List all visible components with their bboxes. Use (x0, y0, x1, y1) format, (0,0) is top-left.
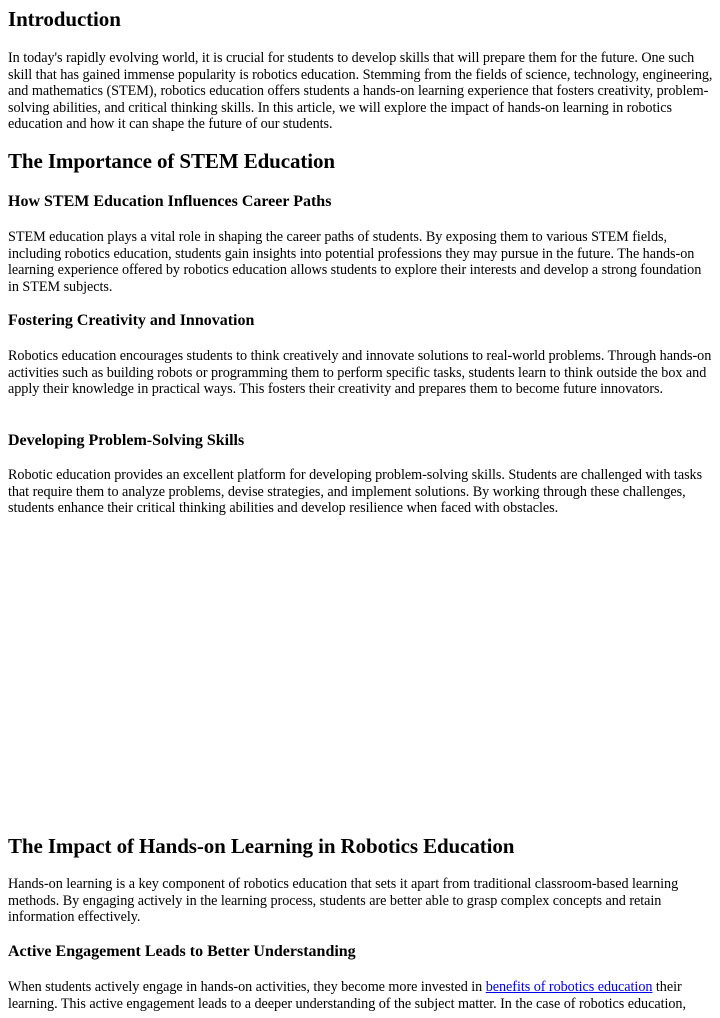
intro-heading: Introduction (8, 7, 121, 31)
intro-paragraph: In today's rapidly evolving world, it is crucial for students to develop skills that will prepare them for the future. One such skill that has gained immense popularity is robotics education. Stemming from the fields of science, technology, engineering, and mathematics (STEM), robotics education offers students a hands-on learning experience that fosters creativity, problem-solving abilities, and critical thinking skills. In this article, we will explore the impact of hands-on learning in robotics education and how it can shape the future of our students. (8, 50, 713, 132)
creativity-paragraph: Robotics education encourages students to think creatively and innovate solutions to real-world problems. Through hands-on activities such as building robots or programming them to perform specific tasks, students learn to think outside the box and apply their knowledge in practical ways. This fosters their creativity and prepares them to become future innovators. (8, 348, 712, 397)
career-heading: How STEM Education Influences Career Paths (8, 193, 332, 210)
engagement-heading: Active Engagement Leads to Better Understanding (8, 943, 356, 960)
benefits-of-robotics-education-link[interactable]: benefits of robotics education (485, 979, 653, 995)
career-paragraph: STEM education plays a vital role in shaping the career paths of students. By exposing them to various STEM fields, including robotics education, students gain insights into potential professions they may pursue in the future. The hands-on learning experience offered by robotics education allows students to explore their interests and develop a strong foundation in STEM subjects. (8, 229, 702, 295)
engagement-text-after-link: their learning. This active engagement leads to a deeper understanding of the subject matter. In the case of robotics education, (8, 979, 686, 1012)
engagement-paragraph (8, 979, 713, 1012)
stem-heading: The Importance of STEM Education (8, 149, 335, 173)
impact-heading: The Impact of Hands-on Learning in Robotics Education (8, 834, 515, 858)
problem-solving-paragraph: Robotic education provides an excellent platform for developing problem-solving skills. Students are challenged with tasks that require them to analyze problems, devise strategies, and implement solutions. By working through these challenges, students enhance their critical thinking abilities and develop resilience when faced with obstacles. (8, 467, 703, 516)
problem-solving-heading: Developing Problem-Solving Skills (8, 432, 245, 449)
engagement-text-before-link: When students actively engage in hands-on activities, they become more invested in (8, 979, 486, 995)
creativity-heading: Fostering Creativity and Innovation (8, 312, 255, 329)
impact-paragraph: Hands-on learning is a key component of robotics education that sets it apart from traditional classroom-based learning methods. By engaging actively in the learning process, students are better able to grasp complex concepts and retain information effectively. (8, 876, 679, 925)
